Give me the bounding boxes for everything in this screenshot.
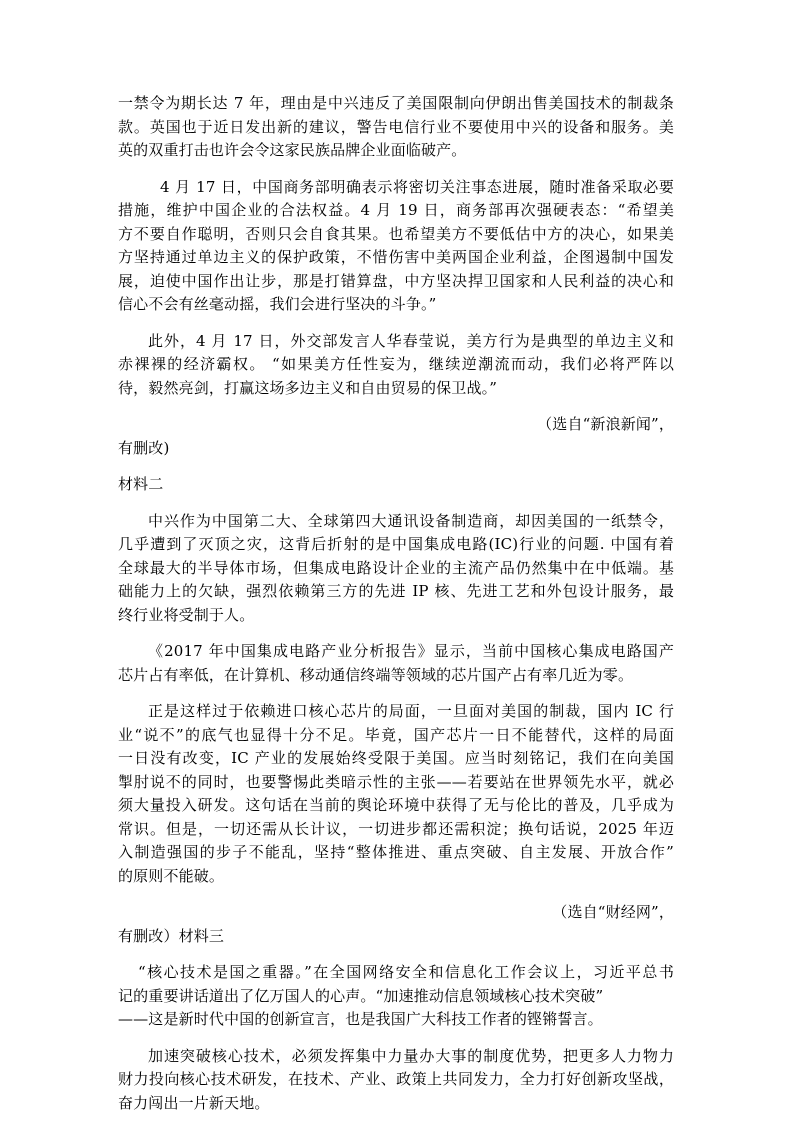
text-line: 终行业将受制于人。 (118, 605, 255, 624)
text-line: 有删改) (118, 438, 170, 457)
paragraph-4 (118, 510, 674, 628)
text-line: 加速突破核心技术，必须发挥集中力量办大事的制度优势，把更多人力物力 (148, 1046, 674, 1065)
text-line: （选自“新浪新闻”， (537, 415, 674, 433)
text-line: 信心不会有丝毫动摇，我们会进行坚决的斗争。” (118, 295, 437, 313)
text-line: 英的双重打击也许会令这家民族品牌企业面临破产。 (118, 141, 467, 159)
text-line: （选自“财经网”， (552, 903, 674, 921)
source-citation-1 (118, 413, 674, 460)
text-line: 芯片占有率低，在计算机、移动通信终端等领域的芯片国产占有率几近为零。 (118, 665, 634, 684)
text-line: 全球最大的半导体市场，但集成电路设计企业的主流产品仍然集中在中低端。基 (118, 558, 674, 577)
paragraph-2 (118, 176, 674, 317)
paragraph-8 (118, 1045, 674, 1116)
text-line: 方不要自作聪明，否则只会自食其果。也希望美方不要低估中方的决心，如果美 (118, 224, 674, 243)
text-line: 入制造强国的步子不能乱，坚持“整体推进、重点突破、自主发展、开放合作” (118, 843, 674, 861)
paragraph-5 (118, 640, 674, 687)
paragraph-3 (118, 330, 674, 401)
text-line: 《2017 年中国集成电路产业分析报告》显示，当前中国核心集成电路国产 (148, 642, 674, 660)
text-line: “核心技术是国之重器。”在全国网络安全和信息化工作会议上，习近平总书 (138, 963, 674, 981)
text-line: 须大量投入研发。这句话在当前的舆论环境中获得了无与伦比的普及，几乎成为 (118, 796, 674, 814)
paragraph-7 (118, 961, 674, 1032)
text-line: 4 月 17 日，中国商务部明确表示将密切关注事态进展，随时准备采取必要 (160, 177, 674, 196)
text-line: 业“说不”的底气也显得十分不足。毕竟，国产芯片一日不能替代，这样的局面 (118, 725, 674, 744)
text-line: 记的重要讲话道出了亿万国人的心声。“加速推动信息领域核心技术突破” (118, 986, 604, 1005)
text-line: 中兴作为中国第二大、全球第四大通讯设备制造商，却因美国的一纸禁令， (148, 511, 674, 530)
section-heading-material-2 (118, 473, 674, 497)
paragraph-1 (118, 92, 674, 163)
text-line: 的原则不能破。 (118, 866, 225, 885)
text-line: 展，迫使中国作出让步，那是打错算盘，中方坚决捍卫国家和人民利益的决心和 (118, 271, 674, 290)
text-line: 待，毅然亮剑，打赢这场多边主义和自由贸易的保卫战。” (118, 378, 498, 397)
source-citation-2 (118, 901, 674, 948)
text-line: 此外，4 月 17 日，外交部发言人华春莹说，美方行为是典型的单边主义和 (148, 331, 674, 350)
text-line: 财力投向核心技术研发，在技术、产业、政策上共同发力，全力打好创新攻坚战， (118, 1070, 674, 1088)
section-heading: 材料二 (118, 475, 164, 493)
text-line: 掣肘说不的同时，也要警惕此类暗示性的主张——若要站在世界领先水平，就必 (118, 772, 674, 791)
text-line: 一日没有改变，IC 产业的发展始终受限于美国。应当时刻铭记，我们在向美国 (118, 749, 674, 767)
text-line: 础能力上的欠缺，强烈依赖第三方的先进 IP 核、先进工艺和外包设计服务，最 (118, 582, 674, 600)
text-line: 款。英国也于近日发出新的建议，警告电信行业不要使用中兴的设备和服务。美 (118, 117, 674, 136)
document-page (118, 92, 674, 1115)
text-line: 奋力闯出一片新天地。 (118, 1093, 270, 1112)
text-line: 赤裸裸的经济霸权。 “如果美方任性妄为，继续逆潮流而动，我们必将严阵以 (118, 355, 674, 373)
text-line: 一禁令为期长达 7 年，理由是中兴违反了美国限制向伊朗出售美国技术的制裁条 (118, 94, 674, 112)
text-line: 有删改）材料三 (118, 926, 225, 945)
paragraph-6 (118, 700, 674, 888)
text-line: 几乎遭到了灭顶之灾，这背后折射的是中国集成电路(IC)行业的问题. 中国有着 (118, 535, 674, 553)
text-line: 常识。但是，一切还需从长计议，一切进步都还需积淀；换句话说，2025 年迈 (118, 819, 674, 838)
text-line: 措施，维护中国企业的合法权益。4 月 19 日，商务部再次强硬表态：“希望美 (118, 201, 674, 219)
text-line: 正是这样过于依赖进口核心芯片的局面，一旦面对美国的制裁，国内 IC 行 (148, 702, 674, 720)
text-line: 方坚持通过单边主义的保护政策，不惜伤害中美两国企业利益，企图遏制中国发 (118, 248, 674, 266)
text-line: ——这是新时代中国的创新宣言，也是我国广大科技工作者的铿锵誓言。 (118, 1010, 603, 1028)
